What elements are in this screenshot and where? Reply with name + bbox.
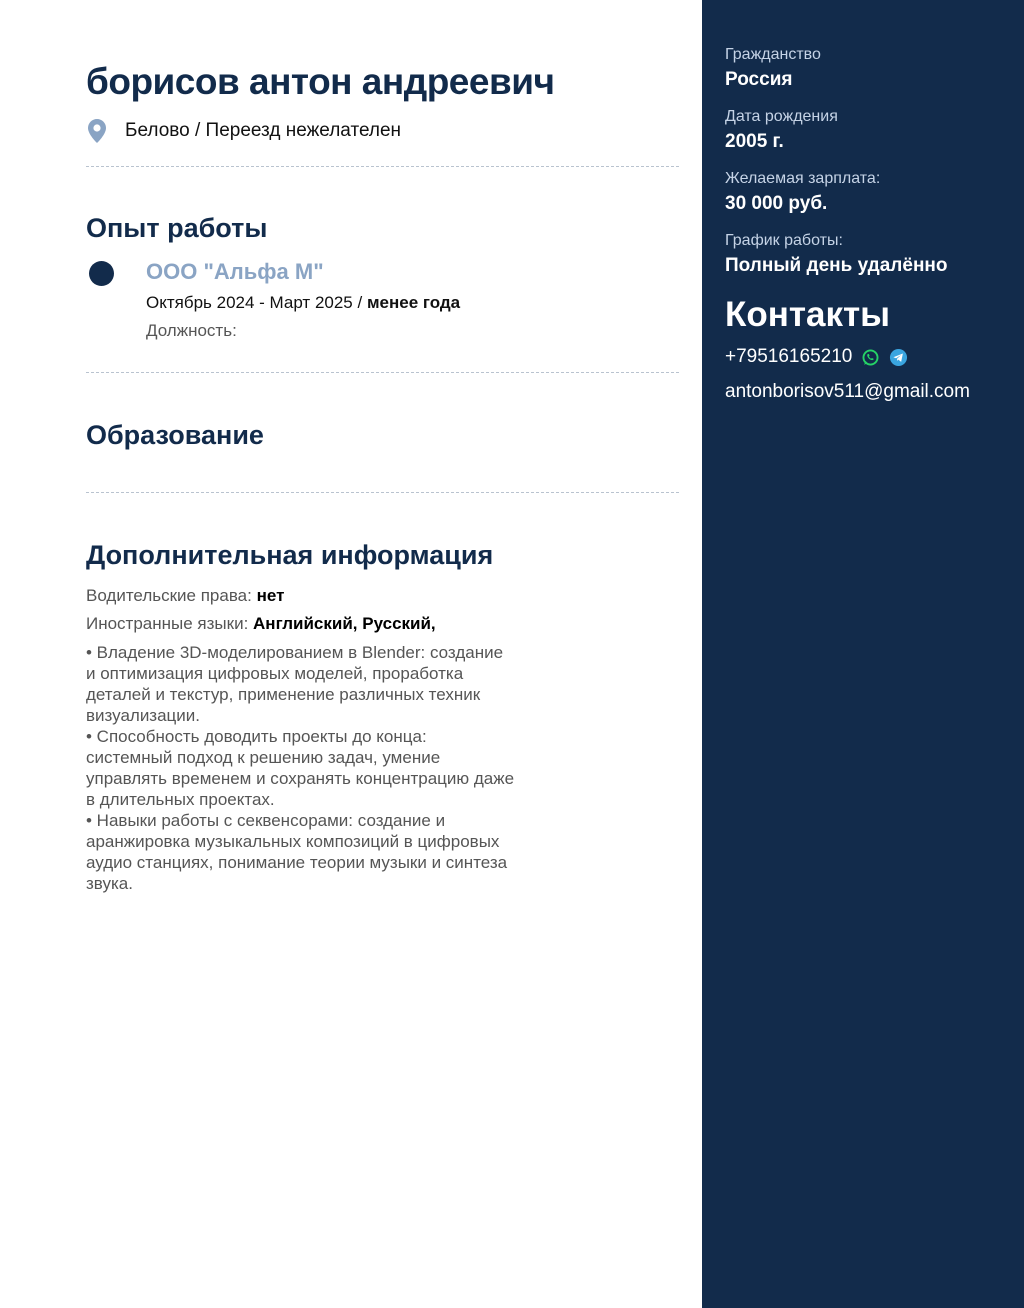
languages-label: Иностранные языки: <box>86 614 254 633</box>
salary-block <box>725 168 1004 217</box>
languages-value: Английский, Русский, <box>253 614 436 633</box>
schedule-value: Полный день удалённо <box>725 255 948 276</box>
citizenship-value: Россия <box>725 69 793 90</box>
birth-date-value: 2005 г. <box>725 131 784 152</box>
birth-date-label: Дата рождения <box>725 108 838 125</box>
about-item: • Способность доводить проекты до конца: системный подход к решению задач, умение управлять временем и сохранять концентрацию даже в длительных проектах. <box>86 727 515 809</box>
timeline-dot <box>89 261 114 286</box>
resume-sidebar <box>702 0 1024 1308</box>
company-name: ООО "Альфа М" <box>146 259 324 284</box>
section-divider <box>86 492 679 493</box>
driving-license-value: нет <box>256 586 285 605</box>
citizenship-label: Гражданство <box>725 46 821 63</box>
languages-row <box>86 610 679 638</box>
job-duration: менее года <box>366 293 461 312</box>
schedule-label: График работы: <box>725 232 843 249</box>
driving-license-label: Водительские права: <box>86 586 257 605</box>
driving-license-row <box>86 582 679 610</box>
location-text: Белово / Переезд нежелателен <box>125 120 402 141</box>
candidate-name: борисов антон андреевич <box>86 61 555 102</box>
about-item: • Навыки работы с секвенсорами: создание и аранжировка музыкальных композиций в цифровых аудио станциях, понимание теории музыки и синтеза звука. <box>86 811 508 893</box>
schedule-block <box>725 230 1004 279</box>
job-position-label: Должность: <box>146 321 237 340</box>
section-divider <box>86 372 679 373</box>
additional-info-title: Дополнительная информация <box>86 540 494 570</box>
experience-title: Опыт работы <box>86 213 268 243</box>
phone-row <box>725 342 1004 372</box>
citizenship-block <box>725 44 1004 93</box>
job-period <box>146 290 679 316</box>
about-item: • Владение 3D-моделированием в Blender: создание и оптимизация цифровых моделей, проработка деталей и текстур, применение различных техник визуализации. <box>86 643 504 725</box>
education-title: Образование <box>86 420 264 450</box>
telegram-icon[interactable] <box>889 348 908 367</box>
map-pin-icon <box>88 119 106 143</box>
salary-value: 30 000 руб. <box>725 193 828 214</box>
job-dates: Октябрь 2024 - Март 2025 / <box>146 293 367 312</box>
salary-label: Желаемая зарплата: <box>725 170 881 187</box>
job-entry <box>86 257 679 344</box>
phone-number[interactable]: +79516165210 <box>725 346 853 367</box>
contacts-title: Контакты <box>725 295 891 334</box>
location-row <box>86 118 679 144</box>
about-text <box>86 642 516 894</box>
section-divider <box>86 166 679 167</box>
birth-date-block <box>725 106 1004 155</box>
whatsapp-icon[interactable] <box>861 348 880 367</box>
email-address[interactable]: antonborisov511@gmail.com <box>725 381 970 402</box>
